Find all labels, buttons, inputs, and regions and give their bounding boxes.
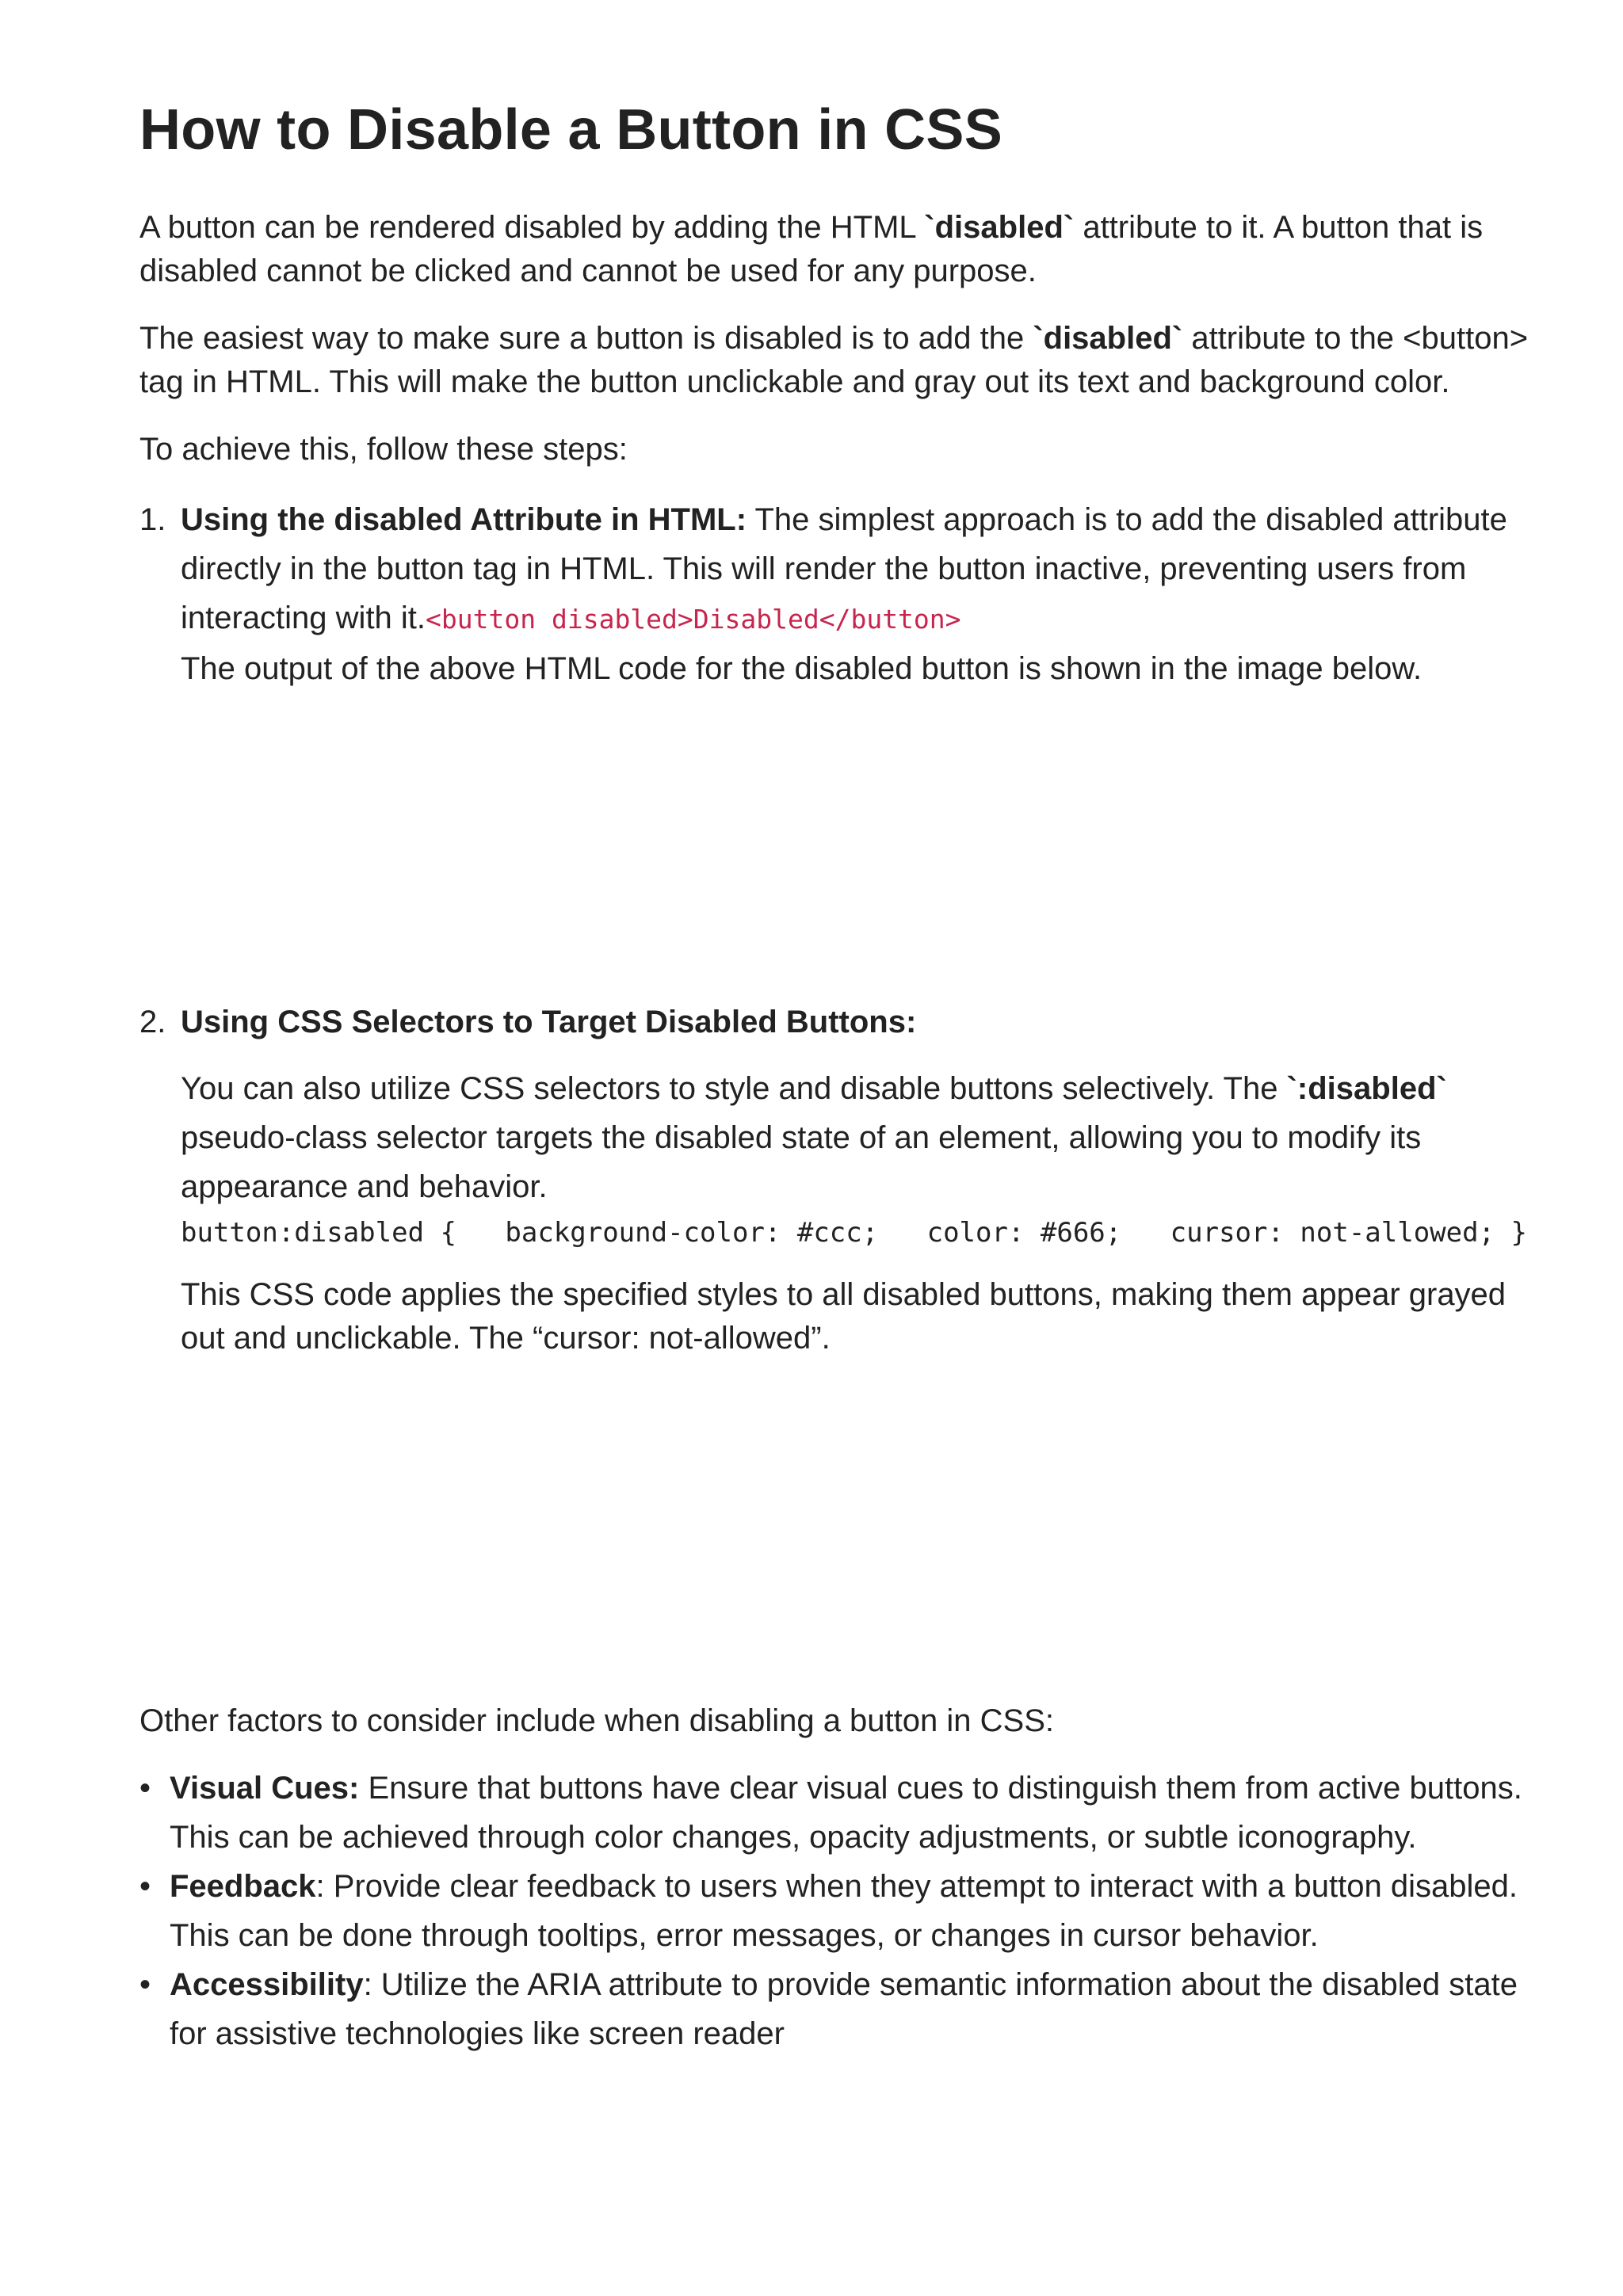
intro-1-text-before: A button can be rendered disabled by adding the HTML: [139, 210, 925, 245]
factor-item-accessibility: [139, 1960, 1550, 2058]
page-title: How to Disable a Button in CSS: [139, 98, 1003, 162]
bullet-icon: •: [139, 1771, 151, 1806]
factor-title-feedback: Feedback: [170, 1869, 316, 1904]
intro-paragraph-1: [139, 206, 1550, 293]
css-code-snippet: button:disabled { background-color: #ccc; color: #666; cursor: not-allowed; }: [181, 1217, 1527, 1249]
step-title-1: Using the disabled Attribute in HTML:: [181, 502, 747, 537]
bullet-icon: •: [139, 1869, 151, 1904]
intro-paragraph-3: To achieve this, follow these steps:: [139, 432, 628, 467]
factor-text-feedback: : Provide clear feedback to users when they attempt to interact with a button disabled. This can be done through tooltips, error messages, or changes in cursor behavior.: [170, 1869, 1518, 1953]
step-title-2: Using CSS Selectors to Target Disabled Buttons:: [181, 1005, 917, 1039]
factor-text-accessibility: : Utilize the ARIA attribute to provide semantic information about the disabled state for assistive technologies like screen reader: [170, 1967, 1518, 2051]
factor-title-visual-cues: Visual Cues:: [170, 1771, 360, 1806]
factor-text-visual-cues: Ensure that buttons have clear visual cues to distinguish them from active buttons. This can be achieved through color changes, opacity adjustments, or subtle iconography.: [170, 1771, 1522, 1855]
intro-paragraph-2: [139, 317, 1550, 404]
step-2-bold-disabled: `:disabled`: [1286, 1071, 1447, 1106]
factors-intro: Other factors to consider include when disabling a button in CSS:: [139, 1703, 1054, 1738]
step-item-2: [139, 997, 1550, 1699]
inline-code-button-disabled: <button disabled>Disabled</button>: [426, 604, 961, 635]
step-after-1: The output of the above HTML code for the disabled button is shown in the image below.: [181, 651, 1423, 686]
step-2-text-after: pseudo-class selector targets the disabled state of an element, allowing you to modify its appearance and behavior.: [181, 1120, 1422, 1204]
factor-item-visual-cues: [139, 1764, 1550, 1862]
step-number-2: 2.: [139, 1005, 166, 1039]
steps-list: [139, 495, 1550, 1699]
intro-2-text-before: The easiest way to make sure a button is disabled is to add the: [139, 321, 1033, 356]
output-image-placeholder-2: [181, 1360, 1550, 1699]
step-text-2: [181, 1064, 1550, 1211]
step-number-1: 1.: [139, 502, 166, 537]
intro-2-bold-disabled: `disabled`: [1033, 321, 1183, 356]
step-after-2: This CSS code applies the specified styles to all disabled buttons, making them appear grayed out and unclickable. The “cursor: not-allowed”.: [181, 1277, 1507, 1356]
factor-item-feedback: [139, 1862, 1550, 1960]
intro-2-text-after: attribute to the <button> tag in HTML. This will make the button unclickable and gray out its text and background color.: [139, 321, 1529, 399]
intro-1-text-after: attribute to it. A button that is disabled cannot be clicked and cannot be used for any purpose.: [139, 210, 1484, 288]
step-text-1: The simplest approach is to add the disabled attribute directly in the button tag in HTML. This will render the button inactive, preventing users from interacting with it.: [181, 502, 1507, 635]
factors-list: [139, 1764, 1550, 2058]
factor-title-accessibility: Accessibility: [170, 1967, 364, 2002]
bullet-icon: •: [139, 1967, 151, 2002]
intro-1-bold-disabled: `disabled`: [924, 210, 1075, 245]
step-item-1: [139, 495, 1550, 997]
article: [139, 93, 1550, 2058]
output-image-placeholder-1: [181, 693, 1550, 997]
step-2-text-before: You can also utilize CSS selectors to style and disable buttons selectively. The: [181, 1071, 1287, 1106]
